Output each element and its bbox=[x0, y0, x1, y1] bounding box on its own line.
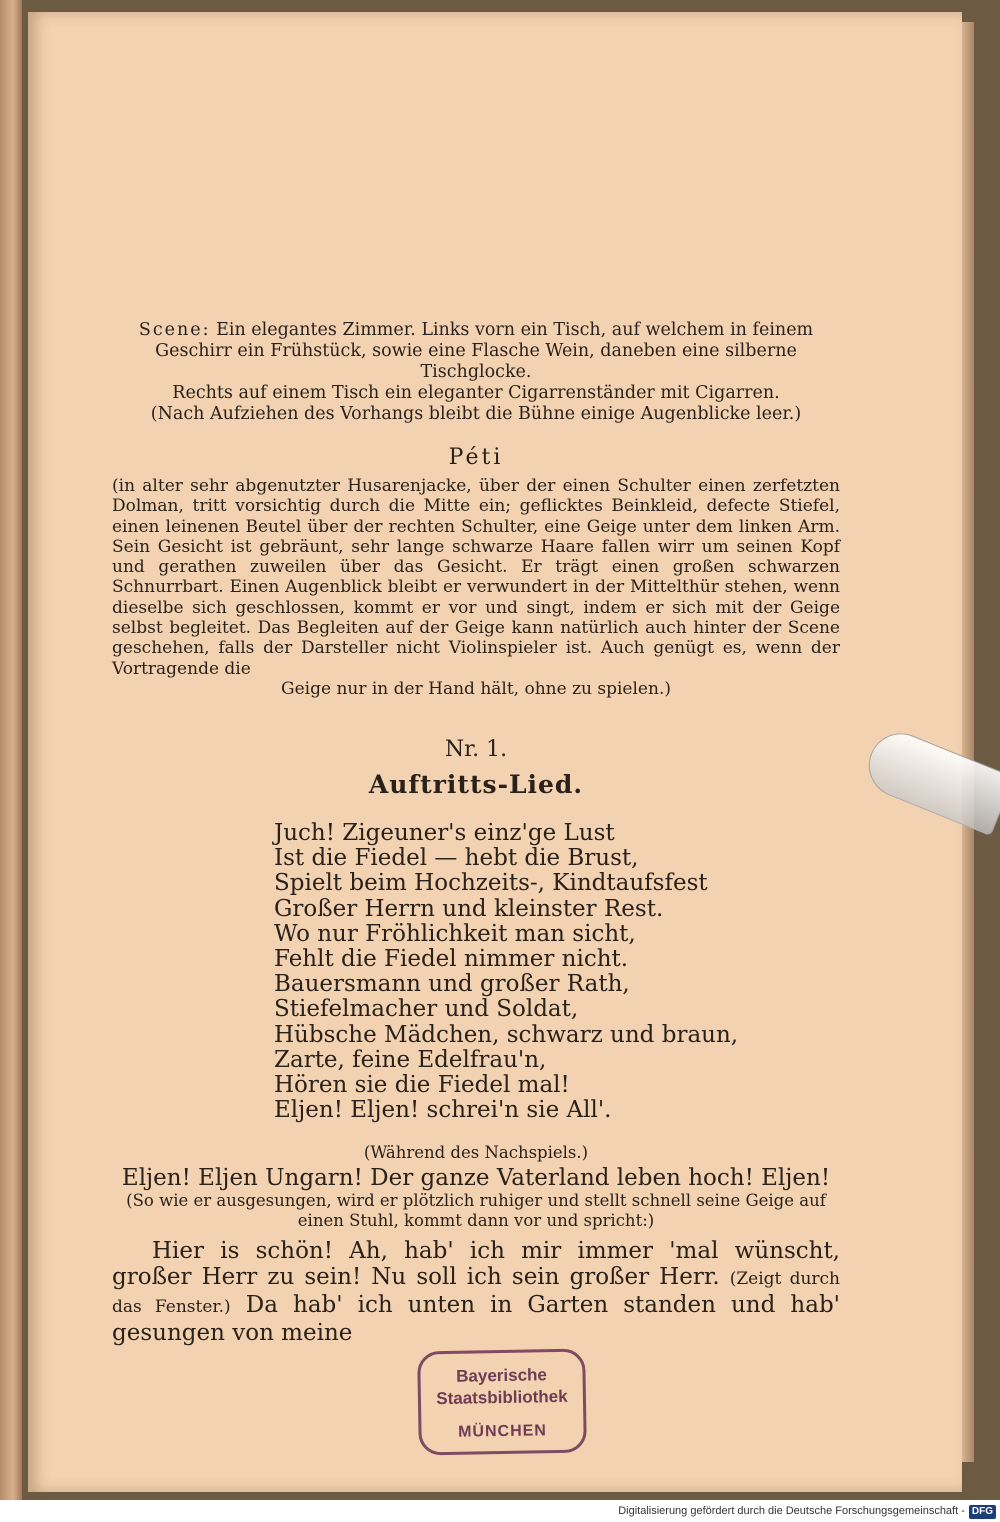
shout-line: Eljen! Eljen Ungarn! Der ganze Vaterland leben hoch! Eljen! bbox=[121, 1165, 831, 1192]
footer-text: Digitalisierung gefördert durch die Deutsche Forschungsgemeinschaft - bbox=[618, 1505, 965, 1517]
verse-line: Bauersmann und großer Rath, bbox=[274, 971, 630, 998]
stamp-line-2: Staatsbibliothek bbox=[436, 1386, 568, 1409]
verse-line: Juch! Zigeuner's einz'ge Lust bbox=[274, 819, 615, 846]
stage-direction-line-1: (So wie er ausgesungen, wird er plötzlich ruhiger und stellt schnell seine Geige auf bbox=[126, 1191, 826, 1211]
scene-line-1: Ein elegantes Zimmer. Links vorn ein Tisch, auf welchem in feinem bbox=[216, 320, 814, 340]
verse-line: Stiefelmacher und Soldat, bbox=[274, 996, 579, 1023]
verse-line: Fehlt die Fiedel nimmer nicht. bbox=[274, 945, 629, 972]
dfg-logo: DFG bbox=[969, 1505, 996, 1519]
library-stamp bbox=[417, 1349, 587, 1456]
speech-part-1: Hier is schön! Ah, hab' ich mir immer 'mal wünscht, großer Herr zu sein! Nu soll ich sein großer Herr. bbox=[112, 1238, 840, 1291]
scene-line-3: Rechts auf einem Tisch ein eleganter Cigarrenständer mit Cigarren. bbox=[172, 383, 780, 403]
verse-line: Hübsche Mädchen, schwarz und braun, bbox=[274, 1021, 739, 1048]
scene-label: Scene: bbox=[138, 320, 211, 340]
verse-line: Hören sie die Fiedel mal! bbox=[274, 1072, 570, 1098]
verse-line: Spielt beim Hochzeits-, Kindtaufsfest bbox=[274, 870, 708, 897]
speech-part-2: Da hab' ich unten in Garten standen und hab' gesungen von meine bbox=[112, 1292, 840, 1347]
scene-description bbox=[112, 320, 840, 425]
speech-stage-direction: (Zeigt durch das Fenster.) bbox=[112, 1269, 840, 1318]
verse-line: Wo nur Fröhlichkeit man sicht, bbox=[274, 920, 636, 947]
verse-line: Eljen! Eljen! schrei'n sie All'. bbox=[274, 1097, 612, 1124]
stamp-line-1: Bayerische bbox=[456, 1365, 548, 1386]
digitization-footer bbox=[0, 1500, 1000, 1522]
song-number: Nr. 1. bbox=[444, 736, 508, 762]
stage-direction-line-2: einen Stuhl, kommt dann vor und spricht:) bbox=[297, 1210, 655, 1230]
previous-page-edge bbox=[0, 0, 22, 1500]
scene-line-2: Geschirr ein Frühstück, sowie eine Flasche Wein, daneben eine silberne Tischglocke. bbox=[155, 341, 797, 382]
page-content bbox=[112, 320, 840, 1346]
song-verses bbox=[274, 821, 840, 1123]
character-description: (in alter sehr abgenutzter Husarenjacke, über der einen Schulter einen zerfetzten Dolman, tritt vorsichtig durch die Mitte ein; geflicktes Beinkleid, defecte Stiefel, einen leinenen Beutel über der rechten Schulter, eine Geige unter dem linken Arm. Sein Gesicht ist gebräunt, sehr lange schwarze Haare fallen wirr um seinen Kopf und gerathen zuweilen über das Gesicht. Er trägt einen großen schwarzen Schnurrbart. Einen Augenblick bleibt er verwundert in der Mittelthür stehen, wenn dieselbe sich geschlossen, kommt er vor und singt, indem er sich mit der Geige selbst begleitet. Das Begleiten auf der Geige kann natürlich auch hinter der Scene geschehen, falls der Darsteller nicht Violinspieler ist. Auch genügt es, wenn der Vortragende die bbox=[112, 476, 840, 679]
stage-direction-postlude: (Während des Nachspiels.) bbox=[363, 1143, 589, 1163]
character-description-end: Geige nur in der Hand hält, ohne zu spielen.) bbox=[281, 678, 671, 699]
stamp-line-3: MÜNCHEN bbox=[457, 1422, 548, 1441]
verse-line: Ist die Fiedel — hebt die Brust, bbox=[274, 845, 639, 872]
character-name: Péti bbox=[448, 445, 504, 470]
scene-direction: (Nach Aufziehen des Vorhangs bleibt die Bühne einige Augenblicke leer.) bbox=[150, 404, 802, 424]
verse-line: Zarte, feine Edelfrau'n, bbox=[274, 1046, 547, 1073]
page-stack-edge bbox=[962, 22, 974, 1462]
song-title: Auftritts-Lied. bbox=[368, 769, 584, 799]
spoken-text bbox=[112, 1238, 840, 1346]
verse-line: Großer Herrn und kleinster Rest. bbox=[274, 895, 664, 922]
